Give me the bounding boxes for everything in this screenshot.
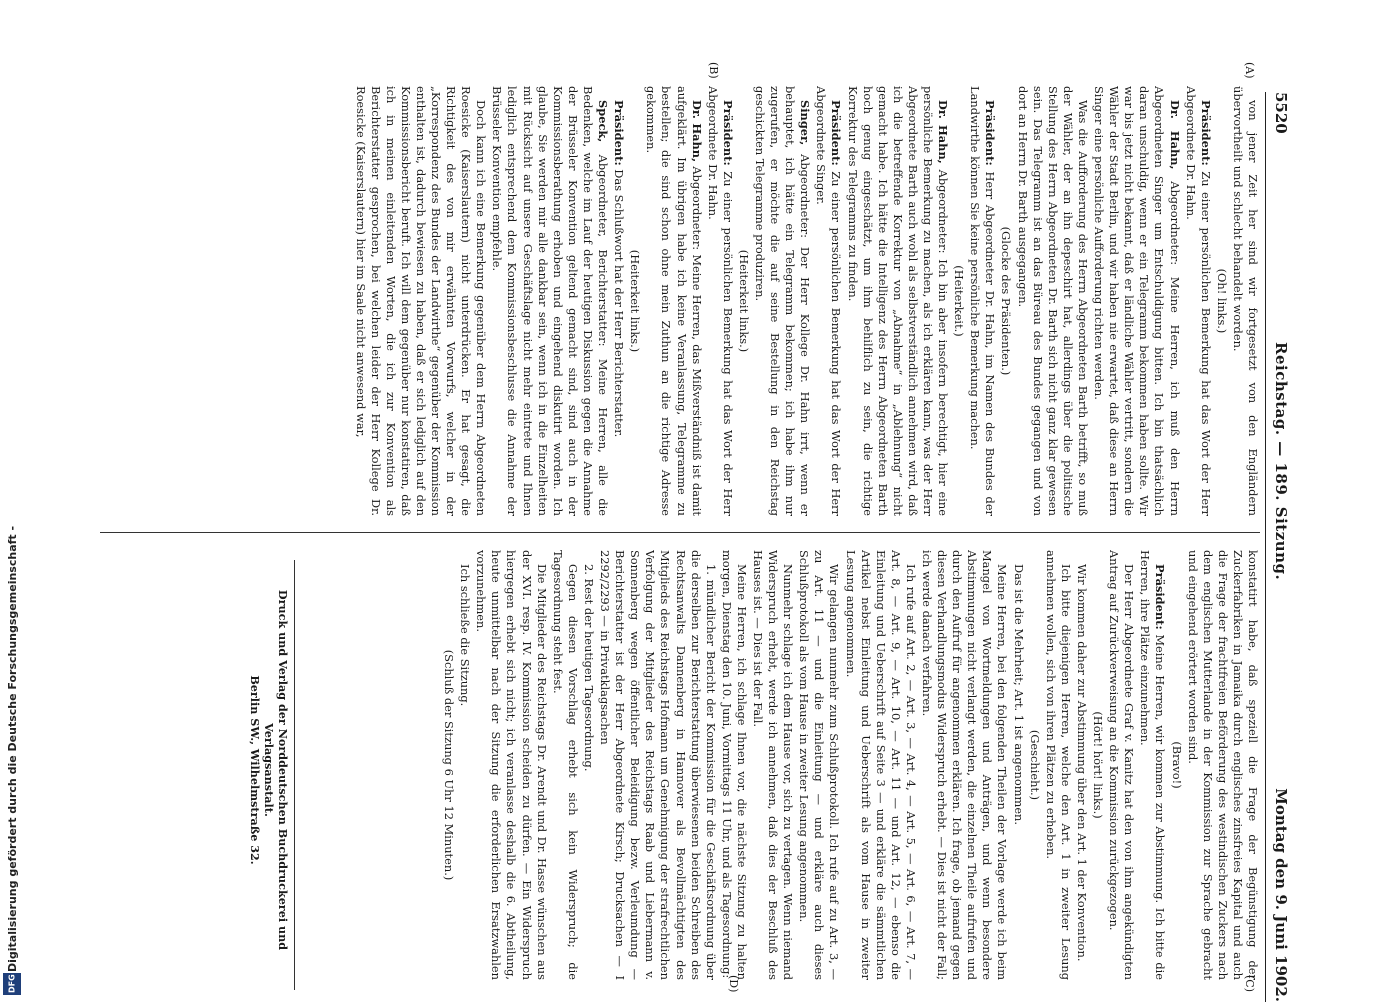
margin-marker-b: (B)	[707, 62, 720, 79]
newspaper-page	[100, 0, 1300, 1000]
paragraph	[489, 86, 610, 516]
paragraph-text: Abgeordneter: Ich bin aber insofern berechtigt, hier eine persönliche Bemerkung zu machen, als ich erklären kann, was der Herr Abgeordnete Barth auch wohl als selbstverständlich annehmen wird, daß ich die betreffende Korrektur von „Abnahme“ in „Ablehnung“ nicht gemacht habe. Ich hätte die Intelligenz des Herrn Abgeordneten Barth hoch genug eingeschätzt, um ihm behilflich zu sein, die richtige Korrektur des Telegramms zu finden.	[845, 86, 951, 516]
speaker-name: Singer,	[798, 100, 813, 146]
interjection: (Heiterkeit links.)	[736, 249, 751, 353]
speaker-name: Dr. Hahn,	[1167, 100, 1182, 170]
imprint-line-1: Druck und Verlag der Norddeutschen Buchdruckerei und Verlagsanstalt.	[262, 589, 290, 951]
speaker-name: Präsident:	[1153, 564, 1168, 630]
funding-notice-text: Digitalisierung gefördert durch die Deutsche Forschungsgemeinschaft -	[6, 525, 19, 972]
paragraph	[1015, 86, 1090, 516]
paragraph	[457, 550, 472, 980]
page-number: 5520	[1272, 92, 1290, 134]
paragraph-text: Das ist die Mehrheit; Art. 1 ist angenommen.	[1011, 564, 1026, 826]
paragraph	[705, 86, 735, 516]
paragraph-text: 1. mündlicher Bericht der Kommission für die Geschäftsordnung über die derselben zur Berichterstattung überwiesenen beiden Schreiben des Rechtsanwalts Dannenberg in Hannover als Bevollmächtigten des Mitglieds des Reichstags Hofmann um Genehmigung der strafrechtlichen Verfolgung der Mitglieder des Reichstags Raab und Liebermann v. Sonnenberg wegen öffentlicher Beleidigung bezw. Verleumdung — Berichterstatter ist der Herr Abgeordnete Kirsch; Drucksachen — I 2292/2293 — in Privatklagsachen	[598, 550, 718, 980]
interjection: (Schluß der Sitzung 6 Uhr 12 Minuten.)	[442, 649, 457, 881]
paragraph	[967, 86, 997, 516]
margin-marker-c: (C)	[1243, 975, 1256, 992]
page-title: Reichstag. — 189. Sitzung.	[1272, 342, 1290, 581]
paragraph	[550, 550, 580, 980]
paragraph-text: Das Schlußwort hat der Herr Berichterstatter.	[612, 169, 627, 438]
paragraph-text: Abgeordneter, Berichterstatter: Meine Herren, alle die Bedenken, welche im Lauf der heutigen Diskussion gegen die Annahme der Brüsseler Konvention geltend gemacht sind, sind auch in der Kommissionsberathung erhoben und eingehend diskutirt worden. Ich glaube, Sie werden mir alle dankbar sein, wenn ich in die Einzelheiten mit Rücksicht auf unsere Geschäftslage nicht mehr eintrete und Ihnen lediglich entsprechend dem Kommissionsbeschlusse die Annahme der Brüsseler Konvention empfehle.	[490, 86, 611, 516]
paragraph-text: Abgeordneter: Meine Herren, das Mißverständniß ist damit aufgeklärt. Im übrigen habe ich keine Veranlassung, Telegramme zu bestellen; die sind schon ohne mein Zuthun an die richtige Adresse gekommen.	[644, 86, 704, 516]
speaker-name: Speck,	[596, 100, 611, 143]
paragraph-text: Gegen diesen Vorschlag erhebt sich kein Widerspruch; die Tagesordnung steht fest.	[550, 550, 580, 980]
paragraph-text: Die Mitglieder des Reichstags Dr. Arendt und Dr. Hasse wünschen aus der XVI. resp. IV. Kommission scheiden zu dürfen. — Ein Widerspruch hiergegen erhebt sich nicht; ich veranlasse deshalb die 6. Abtheilung, heute unmittelbar nach der Sitzung die erforderlichen Ersatzwahlen vorzunehmen.	[474, 550, 549, 980]
paragraph	[1183, 86, 1213, 516]
paragraph-text: 2. Rest der heutigen Tagesordnung.	[581, 564, 596, 772]
paragraph	[1043, 550, 1073, 980]
paragraph-text: Ich rufe auf Art. 2, — Art. 3, — Art. 4, — Art. 5, — Art. 6, — Art. 7, — Art. 8, — Art. 9, — Art. 10, — Art. 11 — und Art. 12, — ebenso die Einleitung und Ueberschrift auf Seite 3 — und erkläre die sämmtlichen Artikel nebst Einleitung und Ueberschrift als vom Hause in zweiter Lesung angenommen.	[843, 550, 918, 980]
paragraph	[750, 550, 795, 980]
dfg-logo: DFG	[3, 973, 21, 995]
speaker-name: Präsident:	[720, 100, 735, 166]
interjection: (Geschieht.)	[1027, 729, 1042, 801]
paragraph-text: Was die Aufforderung des Herrn Abgeordneten Barth betrifft, so muß der Wähler, der an ihn depeschirt hat, allerdings über die politische Stellung des Herrn Abgeordneten Dr. Barth sich nicht ganz klar gewesen sein. Das Telegramm ist an das Büreau des Bundes gegangen und von dort an Herrn Dr. Barth ausgegangen.	[1015, 86, 1090, 516]
paragraph-text: Doch kann ich eine Bemerkung gegenüber dem Herrn Abgeordneten Roesicke (Kaiserslautern) nicht unterdrücken. Er hat gesagt, die Richtigkeit des von mir erwähnten Vorwurfs, welcher in der „Korrespondenz des Bundes der Landwirthe“ gegenüber der Kommission enthalten ist, dadurch bewiesen zu haben, daß er sich lediglich auf den Kommissionsbericht beruft. Ich will dem gegenüber nur konstatiren, daß ich in meinen einleitenden Worten, die ich zur Konvention als Berichterstatter gesprochen, bei welchen leider der Herr Kollege Dr. Roesicke (Kaiserslautern) hier im Saale nicht anwesend war,	[353, 86, 489, 516]
paragraph-text: Nunmehr schlage ich dem Hause vor, sich zu vertagen. Wenn niemand Widerspruch erhebt, werde ich annehmen, daß dies der Beschluß des Hauses ist. — Dies ist der Fall.	[751, 550, 796, 980]
page-header	[1265, 92, 1294, 1002]
paragraph-text: von jener Zeit her sind wir fortgesetzt von den Engländern übervortheilt und schlecht behandelt worden.	[1230, 86, 1260, 516]
paragraph	[719, 550, 749, 980]
paragraph-text: Herr Abgeordneter Dr. Hahn, im Namen des Bundes der Landwirthe können Sie keine persönliche Bemerkung machen.	[968, 86, 998, 516]
paragraph	[1185, 550, 1260, 980]
paragraph	[643, 86, 703, 516]
paragraph	[813, 86, 843, 516]
paragraph	[919, 550, 1010, 980]
paragraph	[842, 550, 917, 980]
speaker-name: Präsident:	[612, 100, 627, 166]
interjection: (Heiterkeit links.)	[628, 249, 643, 353]
paragraph-text: Wir gelangen nunmehr zum Schlußprotokoll. Ich rufe auf zu Art. 3, — zu Art. 11 — und die Einleitung — und erkläre auch dieses Schlußprotokoll als vom Hause in zweiter Lesung angenommen.	[797, 550, 842, 980]
paragraph-text: Meine Herren, ich schlage Ihnen vor, die nächste Sitzung zu halten morgen, Dienstag den 10. Juni, Vormittags 11 Uhr, und als Tagesordnung:	[719, 550, 749, 980]
paragraph	[1137, 550, 1167, 980]
footer-rule	[294, 560, 295, 990]
margin-marker-a: (A)	[1243, 62, 1256, 79]
paragraph	[597, 550, 718, 980]
speaker-name: Präsident:	[1198, 100, 1213, 166]
paragraph-text: Zu einer persönlichen Bemerkung hat das Wort der Herr Abgeordnete Dr. Hahn.	[705, 86, 735, 516]
interjection: (Heiterkeit.)	[952, 265, 967, 337]
interjection: (Hört! hört! links.)	[1091, 711, 1106, 819]
paragraph-text: Abgeordneter: Meine Herren, ich muß den Herrn Abgeordneten Singer um Entschuldigung bitten. Ich bin thatsächlich daran unschuldig, wenn er ein Telegramm bekommen haben sollte. Wir war bis jetzt nicht bekannt, daß er ländliche Wähler vertritt, sondern die Wähler der Stadt Berlin, und wir haben nie erwartet, daß diese an Herrn Singer eine persönliche Aufforderung richten werden.	[1092, 86, 1182, 516]
paragraph-text: Zu einer persönlichen Bemerkung hat das Wort der Herr Abgeordnete Dr. Hahn.	[1183, 86, 1213, 516]
paragraph	[1230, 86, 1260, 516]
interjection: (Bravo!)	[1169, 741, 1184, 789]
paragraph	[473, 550, 548, 980]
paragraph-text: Zu einer persönlichen Bemerkung hat das Wort der Herr Abgeordnete Singer.	[814, 86, 844, 516]
funding-notice	[0, 0, 26, 1000]
paragraph-text: Wir kommen daher zur Abstimmung über den Art. 1 der Konvention.	[1074, 564, 1089, 962]
paragraph-text: Meine Herren, bei den folgenden Theilen der Vorlage werde ich beim Mangel von Wortmeldungen und Anträgen, und wenn besondere Abstimmungen nicht verlangt werden, die einzelnen Theile aufrufen und durch den Aufruf für angenommen erklären. Ich frage, ob jemand gegen diesen Verhandlungsmodus Widerspruch erhebt. — Dies ist nicht der Fall; ich werde danach verfahren.	[920, 550, 1010, 980]
paragraph	[752, 86, 812, 516]
paragraph-text: Abgeordneter: Der Herr Kollege Dr. Hahn irrt, wenn er behauptet, ich hätte ein Telegramm bekommen; ich habe ihm nur zugerufen, er möchte die auf seine Bestellung in den Reichstag geschickten Telegramme produziren.	[753, 86, 813, 516]
paragraph	[796, 550, 841, 980]
margin-marker-d: (D)	[727, 975, 740, 993]
paragraph	[844, 86, 950, 516]
paragraph	[611, 86, 626, 516]
interjection: (Oh! links.)	[1214, 268, 1229, 334]
paragraph-text: Ich schließe die Sitzung.	[458, 564, 473, 707]
speaker-name: Dr. Hahn,	[936, 100, 951, 164]
paragraph-text: Meine Herren, wir kommen zur Abstimmung. Ich bitte die Herren, ihre Plätze einzunehmen.	[1138, 550, 1168, 980]
paragraph	[581, 550, 596, 980]
paragraph-text: Ich bitte diejenigen Herren, welche den Art. 1 in zweiter Lesung annehmen wollen, sich von ihren Plätzen zu erheben.	[1043, 550, 1073, 980]
paragraph	[1091, 86, 1182, 516]
imprint-line-2: Berlin SW., Wilhelmstraße 32.	[248, 675, 262, 865]
imprint	[248, 550, 290, 990]
left-column	[110, 86, 1260, 516]
speaker-name: Dr. Hahn,	[689, 100, 704, 163]
paragraph	[1106, 550, 1136, 980]
paragraph	[1074, 550, 1089, 980]
paragraph-text: Der Herr Abgeordnete Graf v. Kanitz hat den von ihm angekündigten Antrag auf Zurückverweisung an die Kommission zurückgezogen.	[1107, 550, 1137, 980]
speaker-name: Präsident:	[829, 100, 844, 166]
speaker-name: Präsident:	[983, 100, 998, 166]
page-date: Montag den 9. Juni 1902.	[1272, 788, 1290, 1002]
paragraph	[1011, 550, 1026, 980]
column-divider	[100, 532, 1260, 533]
paragraph	[352, 86, 488, 516]
interjection: (Glocke des Präsidenten.)	[999, 226, 1014, 376]
paragraph-text: konstatirt habe, daß speziell die Frage der Begünstigung der Zuckerfabriken in Jamaika durch englisches zinsfreies Kapital und auch die Frage der frachtfreien Beförderung des westindischen Zuckers nach dem englischen Mutterlande in der Kommission zur Sprache gebracht und eingehend erörtert worden sind.	[1185, 550, 1260, 980]
